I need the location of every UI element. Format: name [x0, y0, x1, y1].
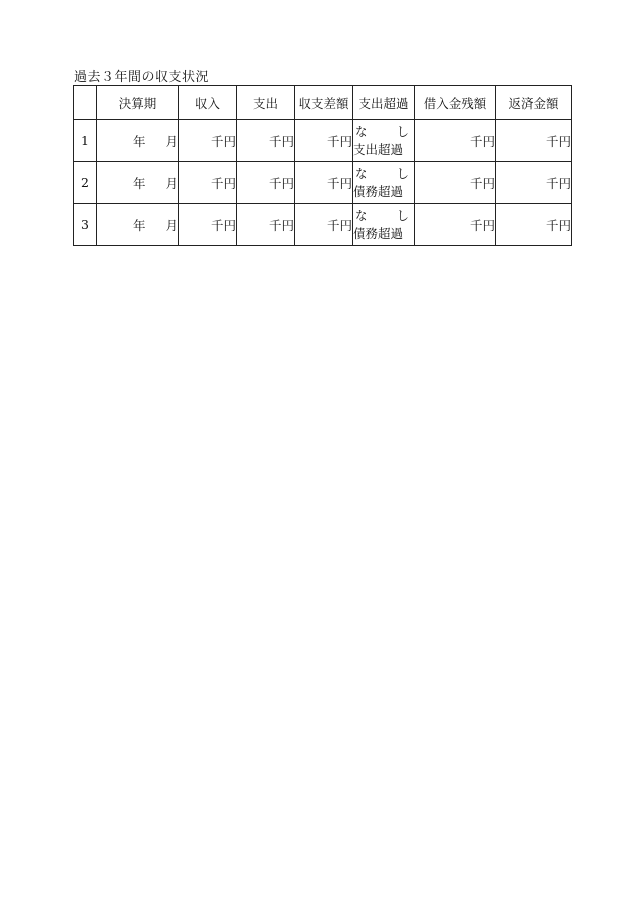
nashi-shi: し [396, 165, 409, 181]
income-cell[interactable]: 千円 [179, 120, 237, 162]
excess-status-cell[interactable] [353, 162, 415, 204]
header-balance: 収支差額 [295, 86, 353, 120]
header-expense: 支出 [237, 86, 295, 120]
loan-balance-cell[interactable]: 千円 [415, 120, 496, 162]
expense-cell[interactable]: 千円 [237, 162, 295, 204]
period-cell[interactable] [97, 120, 179, 162]
row-number: 3 [74, 204, 97, 246]
header-excess: 支出超過 [353, 86, 415, 120]
expense-cell[interactable]: 千円 [237, 204, 295, 246]
month-label: 月 [165, 217, 178, 233]
nashi-shi: し [396, 123, 409, 139]
balance-cell[interactable]: 千円 [295, 204, 353, 246]
month-label: 月 [165, 133, 178, 149]
income-expense-table [73, 85, 572, 246]
header-period: 決算期 [97, 86, 179, 120]
header-income: 収入 [179, 86, 237, 120]
nashi-shi: し [396, 207, 409, 223]
header-loan-balance: 借入金残額 [415, 86, 496, 120]
header-repayment: 返済金額 [496, 86, 572, 120]
page-title: 過去３年間の収支状況 [74, 70, 210, 85]
row-number: 2 [74, 162, 97, 204]
excess-type-label: 支出超過 [353, 141, 404, 157]
income-cell[interactable]: 千円 [179, 162, 237, 204]
excess-status-cell[interactable] [353, 204, 415, 246]
period-cell[interactable] [97, 204, 179, 246]
nashi-option [353, 207, 414, 225]
loan-balance-cell[interactable]: 千円 [415, 204, 496, 246]
row-number: 1 [74, 120, 97, 162]
table-row [74, 204, 572, 246]
table-row [74, 162, 572, 204]
balance-cell[interactable]: 千円 [295, 120, 353, 162]
year-label: 年 [132, 133, 146, 149]
nashi-option [353, 123, 414, 141]
header-number [74, 86, 97, 120]
year-label: 年 [132, 175, 146, 191]
table-row [74, 120, 572, 162]
excess-type-label: 債務超過 [353, 183, 404, 199]
income-cell[interactable]: 千円 [179, 204, 237, 246]
period-cell[interactable] [97, 162, 179, 204]
month-label: 月 [165, 175, 178, 191]
nashi-option [353, 165, 414, 183]
expense-cell[interactable]: 千円 [237, 120, 295, 162]
excess-status-cell[interactable] [353, 120, 415, 162]
repayment-cell[interactable]: 千円 [496, 120, 572, 162]
excess-type-label: 債務超過 [353, 225, 404, 241]
nashi-na: な [355, 207, 368, 223]
repayment-cell[interactable]: 千円 [496, 204, 572, 246]
loan-balance-cell[interactable]: 千円 [415, 162, 496, 204]
table-header-row [74, 86, 572, 120]
repayment-cell[interactable]: 千円 [496, 162, 572, 204]
nashi-na: な [355, 123, 368, 139]
year-label: 年 [132, 217, 146, 233]
nashi-na: な [355, 165, 368, 181]
balance-cell[interactable]: 千円 [295, 162, 353, 204]
